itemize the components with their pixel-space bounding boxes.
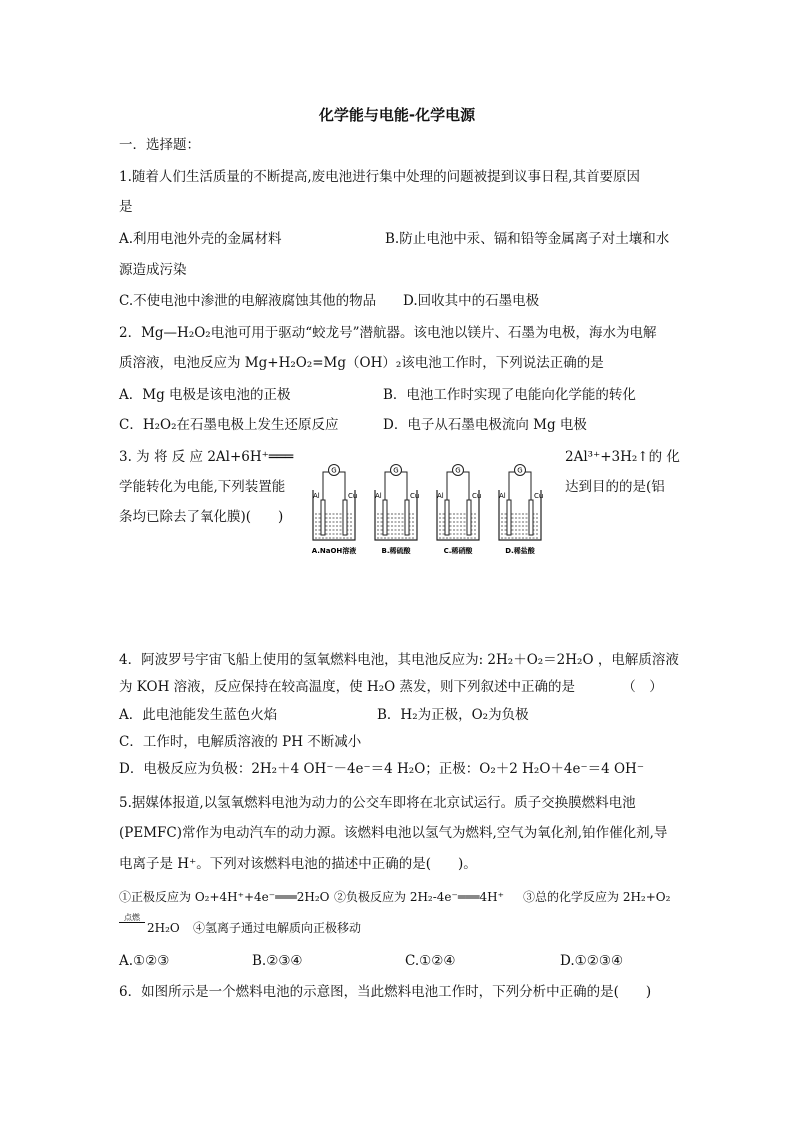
q5-stem-line2: (PEMFC)常作为电动汽车的动力源。该燃料电池以氢气为燃料,空气为氧化剂,铂作催化剂,导 bbox=[119, 825, 668, 841]
beaker-2 bbox=[375, 465, 419, 556]
q2-option-c: C．H₂O₂在石墨电极上发生还原反应 bbox=[119, 417, 339, 433]
q5-stem-line3: 电离子是 H⁺。下列对该燃料电池的描述中正确的是( )。 bbox=[119, 856, 477, 872]
section-heading: 一．选择题： bbox=[119, 137, 200, 153]
electrode-right bbox=[529, 500, 533, 535]
q5-statement-4: ④氢离子通过电解质向正极移动 bbox=[193, 921, 362, 935]
q4-stem-line2: 为 KOH 溶液，反应保持在较高温度，使 H₂O 蒸发，则下列叙述中正确的是 （ ） bbox=[119, 679, 663, 695]
q4-option-d: D．电极反应为负极：2H₂＋4 OH⁻－4e⁻＝4 H₂O；正极：O₂＋2 H₂O＋4e⁻＝4 OH⁻ bbox=[119, 761, 644, 777]
solution bbox=[500, 512, 540, 539]
q3-line1-left: 3. 为 将 反 应 2Al+6H⁺═══ bbox=[119, 449, 294, 465]
wire bbox=[323, 472, 345, 504]
electrode-right bbox=[405, 500, 409, 535]
q1-option-b-cont: 源造成污染 bbox=[119, 262, 187, 278]
q4-stem-line1: 4．阿波罗号宇宙飞船上使用的氢氧燃料电池，其电池反应为: 2H₂＋O₂＝2H₂O ，电解质溶液 bbox=[119, 652, 679, 668]
q5-stem-line1: 5.据媒体报道,以氢氧燃料电池为动力的公交车即将在北京试运行。质子交换膜燃料电池 bbox=[119, 795, 636, 811]
electrode-right-label: Cu bbox=[534, 492, 544, 500]
q2-stem-line2: 质溶液，电池反应为 Mg+H₂O₂=Mg（OH）₂该电池工作时，下列说法正确的是 bbox=[119, 355, 604, 371]
electrode-left bbox=[383, 500, 387, 535]
wire bbox=[385, 472, 407, 504]
q1-stem-line2: 是 bbox=[119, 199, 133, 215]
q1-option-d: D.回收其中的石墨电极 bbox=[403, 293, 540, 309]
q4-option-c: C．工作时，电解质溶液的 PH 不断减小 bbox=[119, 734, 362, 750]
q2-option-a: A．Mg 电极是该电池的正极 bbox=[119, 387, 291, 403]
electrode-left-label: Al bbox=[375, 492, 382, 500]
beaker-4 bbox=[499, 465, 543, 556]
galvanometer-label: G bbox=[455, 466, 461, 475]
q5-statement-3-product: 2H₂O bbox=[147, 921, 180, 935]
q5-option-c: C.①②④ bbox=[405, 953, 456, 969]
solution bbox=[376, 512, 416, 539]
q5-option-a: A.①②③ bbox=[119, 953, 170, 969]
electrode-right-label: Cu bbox=[348, 492, 358, 500]
beaker-caption: D.稀盐酸 bbox=[505, 547, 535, 555]
electrode-right-label: Cu bbox=[472, 492, 482, 500]
q5-option-d: D.①②③④ bbox=[560, 953, 624, 969]
q5-statement-1: ①正极反应为 O₂+4H⁺+4e⁻═══2H₂O bbox=[119, 890, 330, 904]
q5-statement-3: ③总的化学反应为 2H₂+O₂ bbox=[523, 890, 671, 904]
electrode-left bbox=[321, 500, 325, 535]
beaker-3 bbox=[437, 465, 481, 556]
electrode-left-label: Al bbox=[437, 492, 444, 500]
wire bbox=[447, 472, 469, 504]
galvanometer-label: G bbox=[331, 466, 337, 475]
q5-condition-ignite: 点燃 bbox=[119, 913, 145, 923]
q5-option-b: B.②③④ bbox=[252, 953, 303, 969]
q6-stem-line1: 6．如图所示是一个燃料电池的示意图，当此燃料电池工作时，下列分析中正确的是( ) bbox=[119, 984, 652, 1000]
electrode-right bbox=[467, 500, 471, 535]
q1-option-a: A.利用电池外壳的金属材料 bbox=[119, 231, 282, 247]
q2-stem-line1: 2．Mg—H₂O₂电池可用于驱动“蛟龙号”潜航器。该电池以镁片、石墨为电极，海水为电解 bbox=[119, 325, 657, 341]
galvanometer-label: G bbox=[517, 466, 523, 475]
electrode-left-label: Al bbox=[313, 492, 320, 500]
q5-statement-2: ②负极反应为 2H₂-4e⁻═══4H⁺ bbox=[334, 890, 504, 904]
electrode-left bbox=[445, 500, 449, 535]
galvanometer-label: G bbox=[393, 466, 399, 475]
electrode-right bbox=[343, 500, 347, 535]
q2-option-d: D．电子从石墨电极流向 Mg 电极 bbox=[383, 417, 587, 433]
beaker-caption: B.稀硫酸 bbox=[381, 547, 411, 555]
solution bbox=[438, 512, 478, 539]
q2-option-b: B．电池工作时实现了电能向化学能的转化 bbox=[383, 387, 636, 403]
beaker-caption: C.稀硝酸 bbox=[443, 547, 473, 555]
wire bbox=[509, 472, 531, 504]
beaker-1 bbox=[312, 465, 358, 556]
q4-option-a: A．此电池能发生蓝色火焰 bbox=[119, 707, 278, 723]
q3-line1-right: 2Al³⁺+3H₂↑的 化 bbox=[565, 449, 680, 465]
q3-line3-left: 条均已除去了氧化膜)( ) bbox=[119, 509, 284, 525]
q1-stem-line1: 1.随着人们生活质量的不断提高,废电池进行集中处理的问题被提到议事日程,其首要原因 bbox=[119, 169, 640, 185]
q1-option-c: C.不使电池中渗泄的电解液腐蚀其他的物品 bbox=[119, 293, 377, 309]
q4-option-b: B．H₂为正极，O₂为负极 bbox=[377, 707, 529, 723]
q3-line2-left: 学能转化为电能,下列装置能 bbox=[119, 479, 286, 495]
electrode-left-label: Al bbox=[499, 492, 506, 500]
galvanic-cell-figure bbox=[305, 460, 555, 558]
beaker-caption: A.NaOH溶液 bbox=[311, 547, 357, 555]
solution bbox=[314, 512, 354, 539]
q1-option-b: B.防止电池中汞、镉和铅等金属离子对土壤和水 bbox=[385, 231, 670, 247]
electrode-right-label: Cu bbox=[410, 492, 420, 500]
page-title: 化学能与电能-化学电源 bbox=[318, 106, 476, 124]
q3-line2-right: 达到目的的是(铝 bbox=[565, 479, 665, 495]
electrode-left bbox=[507, 500, 511, 535]
